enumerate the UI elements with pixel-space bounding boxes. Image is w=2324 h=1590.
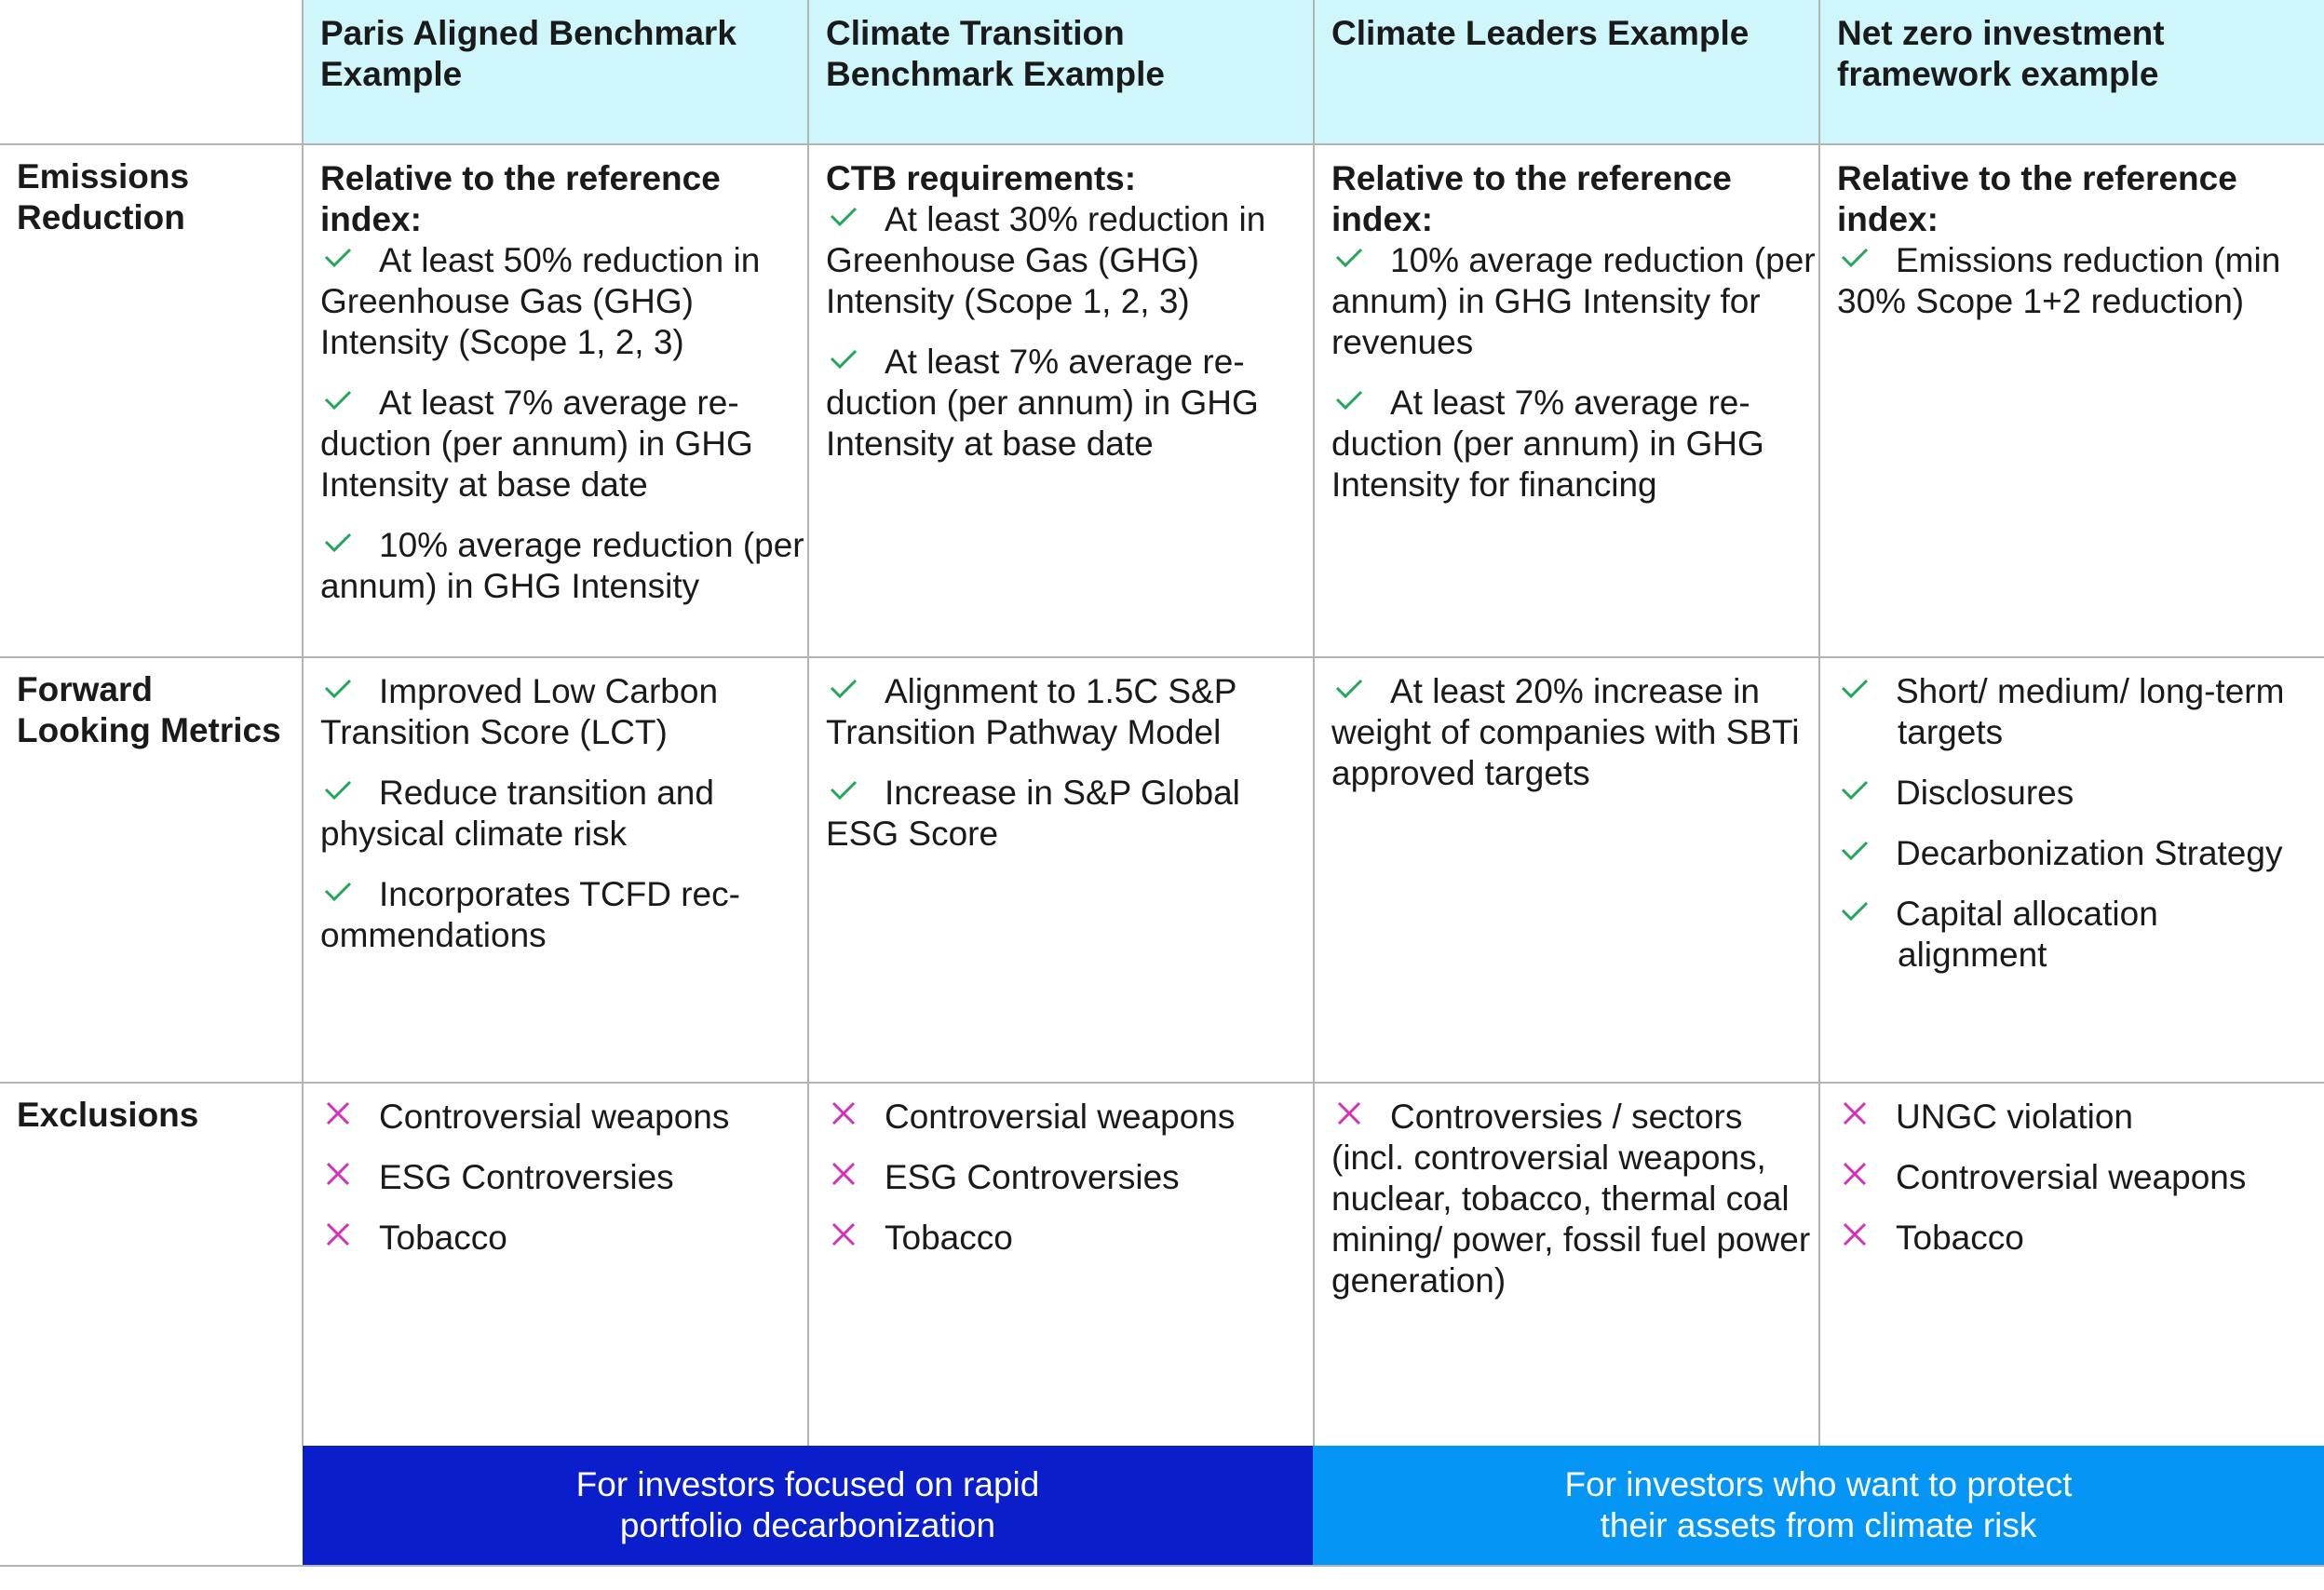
cross-icon [1839, 1160, 1884, 1190]
footer-right-text: For investors who want to protect their assets from climate risk [1564, 1465, 2073, 1544]
footer-climate-risk-protection [1313, 1446, 2324, 1565]
table-cell [1837, 158, 2312, 322]
list-item-text: Controversial weapons [1896, 1158, 2247, 1196]
column-header-climate-transition: Climate Transition Benchmark Example [826, 14, 1166, 93]
list-item [826, 773, 1310, 855]
list-item-text: Tobacco [379, 1219, 507, 1257]
list-item-text: 10% average reduction (per annum) in GHG Intensity [320, 526, 804, 605]
list-item [320, 240, 804, 363]
list-item [320, 1097, 804, 1138]
check-icon [322, 385, 367, 415]
cross-icon [828, 1099, 872, 1129]
check-icon [1333, 674, 1378, 704]
cell-lead-text: CTB requirements: [826, 159, 1137, 197]
cell-lead-text: Relative to the reference index: [320, 159, 721, 238]
list-item-text: ESG Controversies [379, 1158, 674, 1196]
column-header-paris-aligned: Paris Aligned Benchmark Example [320, 14, 736, 93]
check-icon [1839, 775, 1884, 805]
check-icon [1333, 385, 1378, 415]
list-item-text: UNGC violation [1896, 1098, 2133, 1136]
list-item-text: Controversial weapons [885, 1098, 1236, 1136]
check-icon [322, 877, 367, 907]
check-icon [828, 344, 872, 374]
list-item-text: Improved Low Carbon Transition Score (LCT) [320, 672, 719, 751]
footer-left-text: For investors focused on rapid portfolio decarbonization [575, 1465, 1040, 1544]
row-label-exclusions: Exclusions [17, 1096, 199, 1134]
list-item [320, 1157, 804, 1198]
list-item [1331, 383, 1816, 505]
cross-icon [322, 1160, 367, 1190]
grid-line [1313, 0, 1315, 1446]
list-item-text: Tobacco [885, 1219, 1013, 1257]
list-item-text: ESG Controversies [885, 1158, 1180, 1196]
cross-icon [1839, 1220, 1884, 1250]
check-icon [828, 674, 872, 704]
table-cell [826, 1097, 1310, 1259]
list-item-text: At least 7% average re-duction (per annum) in GHG Intensity at base date [320, 384, 753, 504]
grid-line [0, 656, 2324, 658]
cross-icon [322, 1099, 367, 1129]
list-item [1837, 671, 2312, 753]
list-item-text: Short/ medium/ long-term targets [1896, 672, 2285, 751]
list-item-text: Disclosures [1896, 774, 2074, 812]
table-cell [320, 1097, 804, 1259]
cross-icon [1333, 1099, 1378, 1129]
table-cell [1331, 1097, 1816, 1301]
list-item-text: At least 7% average re-duction (per annum) in GHG Intensity for financing [1331, 384, 1764, 504]
column-header-net-zero: Net zero investment framework example [1837, 14, 2165, 93]
check-icon [1839, 836, 1884, 866]
grid-line [0, 143, 2324, 145]
cross-icon [322, 1220, 367, 1250]
check-icon [1839, 674, 1884, 704]
list-item-text: At least 30% reduction in Greenhouse Gas (GHG) Intensity (Scope 1, 2, 3) [826, 200, 1266, 320]
list-item-text: At least 50% reduction in Greenhouse Gas (GHG) Intensity (Scope 1, 2, 3) [320, 241, 761, 361]
list-item-text: Alignment to 1.5C S&P Transition Pathway Model [826, 672, 1236, 751]
list-item-text: Controversial weapons [379, 1098, 730, 1136]
grid-line [0, 1565, 2324, 1567]
list-item [826, 1218, 1310, 1259]
list-item [320, 1218, 804, 1259]
list-item-text: At least 20% increase in weight of companies with SBTi approved targets [1331, 672, 1800, 792]
cross-icon [828, 1220, 872, 1250]
check-icon [322, 674, 367, 704]
cross-icon [828, 1160, 872, 1190]
list-item [1837, 1157, 2312, 1198]
row-label-forward-looking-metrics: Forward Looking Metrics [17, 670, 281, 749]
check-icon [1333, 243, 1378, 273]
check-icon [1839, 896, 1884, 926]
check-icon [828, 775, 872, 805]
column-header-climate-leaders: Climate Leaders Example [1331, 14, 1750, 52]
list-item [320, 383, 804, 505]
list-item-text: Decarbonization Strategy [1896, 834, 2283, 872]
check-icon [828, 202, 872, 232]
list-item [320, 671, 804, 753]
row-label-emissions-reduction: Emissions Reduction [17, 157, 190, 236]
list-item-text: Capital allocation alignment [1896, 895, 2158, 974]
list-item [1837, 1218, 2312, 1259]
list-item [320, 525, 804, 607]
list-item [1837, 833, 2312, 874]
grid-line [1818, 0, 1820, 1446]
table-cell [1837, 1097, 2312, 1259]
footer-rapid-decarbonization [303, 1446, 1313, 1565]
list-item [1331, 1097, 1816, 1301]
grid-line [302, 0, 304, 1446]
check-icon [322, 775, 367, 805]
list-item [826, 1157, 1310, 1198]
check-icon [322, 243, 367, 273]
list-item [1331, 240, 1816, 363]
table-cell [320, 671, 804, 956]
list-item-text: Tobacco [1896, 1219, 2024, 1257]
list-item [1837, 894, 2312, 976]
table-cell [1837, 671, 2312, 976]
check-icon [1839, 243, 1884, 273]
list-item [826, 671, 1310, 753]
check-icon [322, 528, 367, 558]
cell-lead-text: Relative to the reference index: [1837, 159, 2237, 238]
list-item [826, 1097, 1310, 1138]
list-item-text: Emissions reduction (min 30% Scope 1+2 reduction) [1837, 241, 2281, 320]
list-item-text: Incorporates TCFD rec-ommendations [320, 875, 740, 954]
cross-icon [1839, 1099, 1884, 1129]
table-cell [1331, 158, 1816, 505]
table-cell [320, 158, 804, 607]
table-cell [1331, 671, 1816, 794]
table-cell [826, 671, 1310, 855]
list-item-text: Increase in S&P Global ESG Score [826, 774, 1240, 853]
list-item [826, 199, 1310, 322]
grid-line [807, 0, 809, 1446]
list-item [826, 342, 1310, 465]
list-item [1837, 240, 2312, 322]
list-item [1331, 671, 1816, 794]
list-item-text: Controversies / sectors (incl. controversial weapons, nuclear, tobacco, thermal coal mining/ power, fossil fuel power generation) [1331, 1098, 1811, 1300]
cell-lead-text: Relative to the reference index: [1331, 159, 1732, 238]
list-item [1837, 773, 2312, 814]
list-item-text: At least 7% average re-duction (per annum) in GHG Intensity at base date [826, 343, 1259, 463]
list-item [320, 874, 804, 956]
list-item-text: 10% average reduction (per annum) in GHG Intensity for revenues [1331, 241, 1816, 361]
list-item-text: Reduce transition and physical climate risk [320, 774, 714, 853]
table-cell [826, 158, 1310, 465]
grid-line [0, 1082, 2324, 1084]
list-item [320, 773, 804, 855]
list-item [1837, 1097, 2312, 1138]
